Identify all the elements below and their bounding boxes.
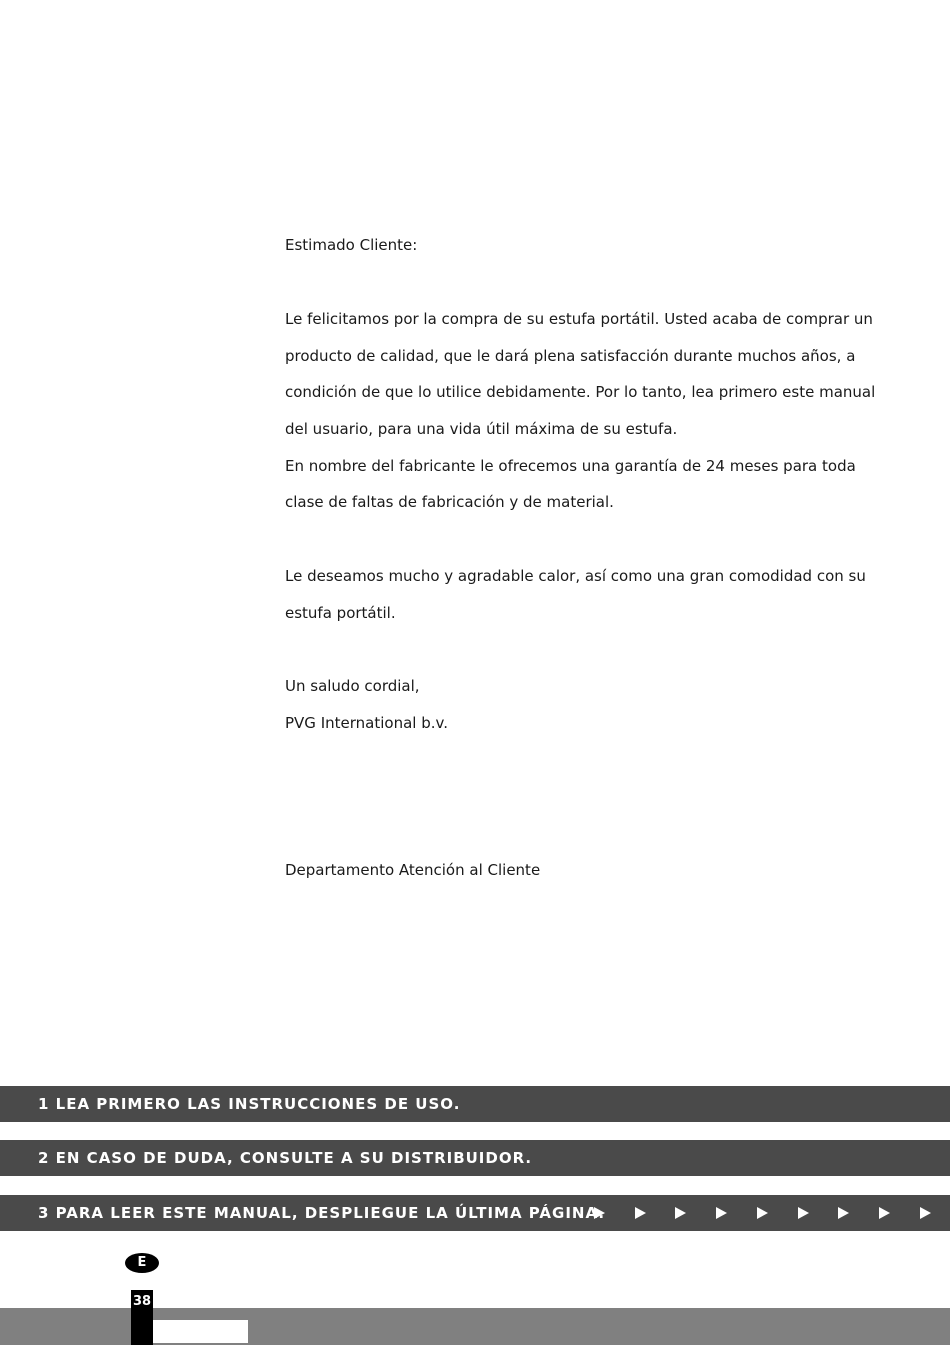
instruction-bar-1 (0, 1086, 950, 1122)
instruction-text: 3 PARA LEER ESTE MANUAL, DESPLIEGUE LA ÚLTIMA PÁGINA. (38, 1204, 606, 1222)
right-triangle-icon (798, 1207, 809, 1219)
right-triangle-icon (920, 1207, 931, 1219)
letter-line: Le deseamos mucho y agradable calor, así como una gran comodidad con su (285, 567, 866, 585)
letter-line: condición de que lo utilice debidamente. Por lo tanto, lea primero este manual (285, 383, 876, 401)
right-triangle-icon (716, 1207, 727, 1219)
letter-closing: Un saludo cordial, (285, 677, 420, 695)
letter-greeting: Estimado Cliente: (285, 236, 418, 254)
arrow-row (594, 1195, 950, 1231)
right-triangle-icon (838, 1207, 849, 1219)
letter-line: producto de calidad, que le dará plena satisfacción durante muchos años, a (285, 347, 856, 365)
instruction-text: 2 EN CASO DE DUDA, CONSULTE A SU DISTRIBUIDOR. (38, 1149, 533, 1167)
letter-company: PVG International b.v. (285, 714, 448, 732)
right-triangle-icon (757, 1207, 768, 1219)
letter-line: estufa portátil. (285, 604, 396, 622)
letter-line: En nombre del fabricante le ofrecemos una garantía de 24 meses para toda (285, 457, 856, 475)
letter-line: clase de faltas de fabricación y de material. (285, 493, 614, 511)
letter-line: del usuario, para una vida útil máxima de su estufa. (285, 420, 678, 438)
right-triangle-icon (635, 1207, 646, 1219)
right-triangle-icon (879, 1207, 890, 1219)
language-badge: E (125, 1253, 159, 1273)
right-triangle-icon (594, 1207, 605, 1219)
letter-department: Departamento Atención al Cliente (285, 861, 541, 879)
letter-line: Le felicitamos por la compra de su estufa portátil. Usted acaba de comprar un (285, 310, 873, 328)
instruction-bar-2 (0, 1140, 950, 1176)
right-triangle-icon (675, 1207, 686, 1219)
instruction-bar-3 (0, 1195, 950, 1231)
footer-white-strip (153, 1320, 248, 1343)
page-number: 38 (131, 1290, 153, 1345)
instruction-text: 1 LEA PRIMERO LAS INSTRUCCIONES DE USO. (38, 1095, 461, 1113)
